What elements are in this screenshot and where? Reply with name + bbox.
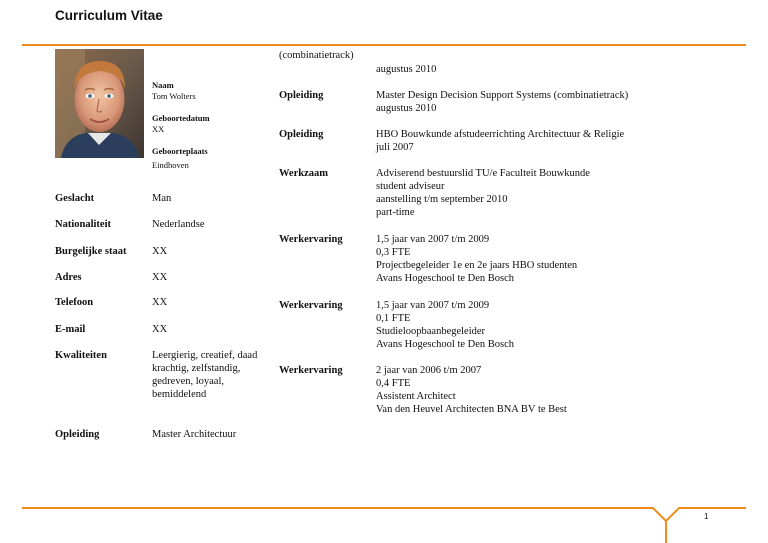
right-education-value: Master Design Decision Support Systems (combinatietrack) augustus 2010 [376,90,629,114]
marital-status-value: XX [152,246,168,257]
work-experience-label: Werkervaring [279,300,343,311]
portrait-photo [55,49,144,158]
birthdate-label: Geboortedatum [152,113,210,123]
birthplace-label: Geboorteplaats [152,146,208,156]
phone-label: Telefoon [55,297,94,308]
gender-value: Man [152,193,172,204]
name-label: Naam [152,80,174,90]
work-experience-label: Werkervaring [279,234,343,245]
employment-label: Werkzaam [279,168,328,179]
name-value: Tom Wolters [152,91,196,101]
header-rule [22,44,746,46]
continuation-text: (combinatietrack) [279,50,354,61]
education-label: Opleiding [55,429,100,440]
education-value: Master Architectuur [152,429,237,440]
work-experience-value: 1,5 jaar van 2007 t/m 2009 0,3 FTE Projectbegeleider 1e en 2e jaars HBO studenten Avans Hogeschool te Den Bosch [376,234,578,284]
work-experience-value: 2 jaar van 2006 t/m 2007 0,4 FTE Assistent Architect Van den Heuvel Architecten BNA BV te Best [376,365,567,415]
address-value: XX [152,272,168,283]
birthdate-value: XX [152,124,165,134]
nationality-label: Nationaliteit [55,219,111,230]
employment-value: Adviserend bestuurslid TU/e Faculteit Bouwkunde student adviseur aanstelling t/m september 2010 part-time [376,168,590,218]
work-experience-label: Werkervaring [279,365,343,376]
qualities-value: Leergierig, creatief, daad krachtig, zelfstandig, gedreven, loyaal, bemiddelend [152,350,258,400]
email-value: XX [152,324,168,335]
phone-value: XX [152,297,168,308]
email-label: E-mail [55,324,86,335]
right-education-value: HBO Bouwkunde afstudeerrichting Architectuur & Religie juli 2007 [376,129,625,153]
right-education-label: Opleiding [279,90,324,101]
marital-status-label: Burgelijke staat [55,246,127,257]
right-education-label: Opleiding [279,129,324,140]
page-number: 1 [704,512,709,521]
gender-label: Geslacht [55,193,95,204]
work-experience-value: 1,5 jaar van 2007 t/m 2009 0,1 FTE Studieloopbaanbegeleider Avans Hogeschool te Den Bosch [376,300,515,350]
nationality-value: Nederlandse [152,219,205,230]
birthplace-value: Eindhoven [152,160,189,170]
address-label: Adres [55,272,82,283]
qualities-label: Kwaliteiten [55,350,107,361]
page-title: Curriculum Vitae [55,8,163,23]
continuation-date: augustus 2010 [376,64,437,75]
